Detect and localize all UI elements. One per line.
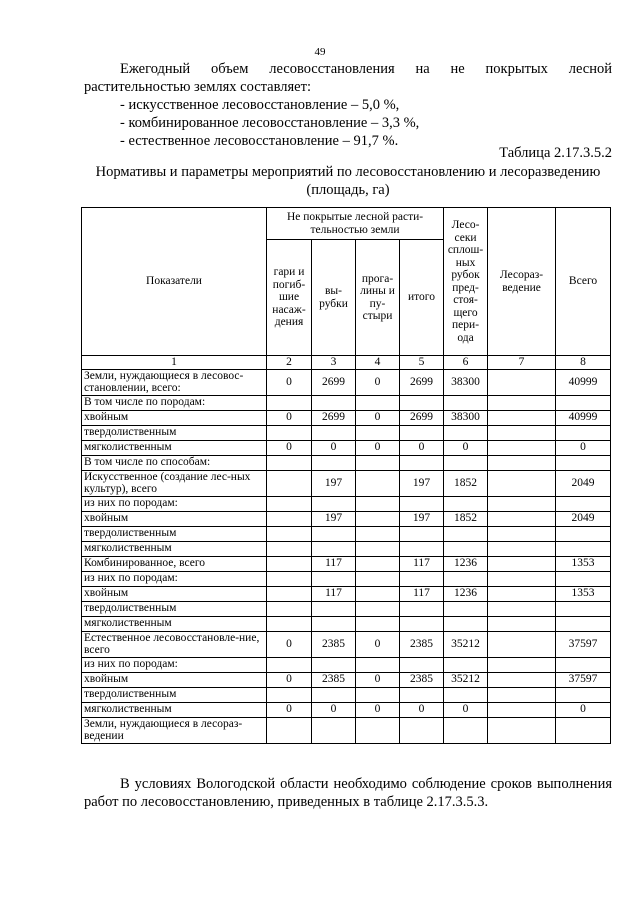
cell-col-4	[356, 717, 400, 743]
cell-col-7	[488, 511, 556, 526]
cell-col-6	[444, 657, 488, 672]
cell-col-3	[312, 601, 356, 616]
cell-col-8: 1353	[556, 586, 611, 601]
cell-col-5: 0	[400, 702, 444, 717]
header-cutover-areas: Лесо-секи сплош-ных рубок пред-стоя-щего пери-ода	[444, 208, 488, 356]
cell-col-4	[356, 425, 400, 440]
cell-col-3: 2699	[312, 369, 356, 395]
cell-col-7	[488, 470, 556, 496]
cell-col-3	[312, 395, 356, 410]
cell-col-6: 38300	[444, 369, 488, 395]
header-afforestation: Лесораз-ведение	[488, 208, 556, 356]
table-row	[82, 631, 611, 657]
page-number: 49	[314, 46, 326, 58]
cell-col-8	[556, 395, 611, 410]
cell-col-3	[312, 616, 356, 631]
cell-col-3	[312, 496, 356, 511]
table-row	[82, 526, 611, 541]
table-row	[82, 687, 611, 702]
row-label: твердолиственным	[82, 687, 267, 702]
header-group-uncovered-lands: Не покрытые лесной расти-тельностью земли	[267, 208, 444, 240]
cell-col-5: 2385	[400, 631, 444, 657]
cell-col-6	[444, 541, 488, 556]
row-label: из них по породам:	[82, 571, 267, 586]
header-total-all: Всего	[556, 208, 611, 356]
cell-col-2: 0	[267, 410, 312, 425]
cell-col-3: 2385	[312, 631, 356, 657]
column-number: 1	[82, 356, 267, 370]
cell-col-7	[488, 440, 556, 455]
cell-col-8: 37597	[556, 672, 611, 687]
cell-col-2	[267, 616, 312, 631]
cell-col-7	[488, 526, 556, 541]
table-number: Таблица 2.17.3.5.2	[499, 145, 612, 161]
cell-col-5	[400, 496, 444, 511]
cell-col-6	[444, 395, 488, 410]
norms-table	[81, 207, 611, 744]
cell-col-2	[267, 556, 312, 571]
cell-col-8: 0	[556, 702, 611, 717]
row-label: из них по породам:	[82, 657, 267, 672]
cell-col-7	[488, 616, 556, 631]
cell-col-8: 37597	[556, 631, 611, 657]
cell-col-5	[400, 455, 444, 470]
row-label: мягколиственным	[82, 702, 267, 717]
cell-col-8: 0	[556, 440, 611, 455]
row-label: Искусственное (создание лес-ных культур), всего	[82, 470, 267, 496]
table-row	[82, 672, 611, 687]
cell-col-3	[312, 687, 356, 702]
cell-col-4	[356, 657, 400, 672]
cell-col-4: 0	[356, 672, 400, 687]
cell-col-3: 117	[312, 556, 356, 571]
table-body	[82, 369, 611, 743]
closing-paragraph	[84, 775, 612, 811]
cell-col-8	[556, 616, 611, 631]
cell-col-4	[356, 541, 400, 556]
cell-col-8	[556, 601, 611, 616]
cell-col-8	[556, 541, 611, 556]
cell-col-4: 0	[356, 369, 400, 395]
cell-col-6: 1236	[444, 586, 488, 601]
column-number: 8	[556, 356, 611, 370]
table-row	[82, 616, 611, 631]
cell-col-8	[556, 455, 611, 470]
row-label: хвойным	[82, 586, 267, 601]
cell-col-3: 2385	[312, 672, 356, 687]
cell-col-2: 0	[267, 631, 312, 657]
cell-col-5	[400, 657, 444, 672]
closing-text	[84, 775, 612, 811]
cell-col-7	[488, 410, 556, 425]
header-cuttings: вы-рубки	[312, 240, 356, 356]
cell-col-5: 2385	[400, 672, 444, 687]
cell-col-2	[267, 455, 312, 470]
header-subtotal: итого	[400, 240, 444, 356]
row-label: Естественное лесовосстановле-ние, всего	[82, 631, 267, 657]
row-label: твердолиственным	[82, 601, 267, 616]
cell-col-7	[488, 717, 556, 743]
cell-col-5	[400, 425, 444, 440]
cell-col-5	[400, 717, 444, 743]
row-label: мягколиственным	[82, 541, 267, 556]
row-label: твердолиственным	[82, 425, 267, 440]
cell-col-6	[444, 616, 488, 631]
row-label: Комбинированное, всего	[82, 556, 267, 571]
cell-col-5	[400, 541, 444, 556]
cell-col-8: 40999	[556, 410, 611, 425]
table-row	[82, 369, 611, 395]
cell-col-8: 2049	[556, 511, 611, 526]
cell-col-6	[444, 496, 488, 511]
cell-col-6	[444, 571, 488, 586]
row-label: Земли, нуждающиеся в лесораз-ведении	[82, 717, 267, 743]
table-row	[82, 455, 611, 470]
cell-col-6	[444, 717, 488, 743]
cell-col-2	[267, 395, 312, 410]
cell-col-4	[356, 470, 400, 496]
cell-col-4: 0	[356, 702, 400, 717]
cell-col-7	[488, 687, 556, 702]
cell-col-5	[400, 571, 444, 586]
table-row	[82, 511, 611, 526]
cell-col-3: 2699	[312, 410, 356, 425]
cell-col-5	[400, 526, 444, 541]
cell-col-3	[312, 425, 356, 440]
cell-col-3	[312, 717, 356, 743]
table-row	[82, 425, 611, 440]
table-title-line-1: Нормативы и параметры мероприятий по лесовосстановлению и лесоразведению	[95, 164, 601, 180]
cell-col-4: 0	[356, 440, 400, 455]
cell-col-2	[267, 687, 312, 702]
cell-col-8	[556, 657, 611, 672]
cell-col-8: 1353	[556, 556, 611, 571]
cell-col-2	[267, 496, 312, 511]
cell-col-6: 1852	[444, 511, 488, 526]
cell-col-8	[556, 687, 611, 702]
row-label: хвойным	[82, 511, 267, 526]
row-label: мягколиственным	[82, 440, 267, 455]
table-row	[82, 410, 611, 425]
table-header	[82, 208, 611, 370]
cell-col-5	[400, 395, 444, 410]
cell-col-3: 0	[312, 702, 356, 717]
cell-col-7	[488, 541, 556, 556]
cell-col-6: 1236	[444, 556, 488, 571]
cell-col-7	[488, 425, 556, 440]
cell-col-5: 197	[400, 511, 444, 526]
cell-col-4	[356, 601, 400, 616]
cell-col-8: 2049	[556, 470, 611, 496]
table-row	[82, 571, 611, 586]
cell-col-3: 197	[312, 470, 356, 496]
cell-col-5: 117	[400, 586, 444, 601]
header-indicators: Показатели	[82, 208, 267, 356]
table-row	[82, 470, 611, 496]
row-label: хвойным	[82, 410, 267, 425]
cell-col-6	[444, 526, 488, 541]
intro-paragraph	[84, 60, 612, 150]
cell-col-4	[356, 395, 400, 410]
table-row	[82, 541, 611, 556]
row-label: Земли, нуждающиеся в лесовос-становлении, всего:	[82, 369, 267, 395]
intro-line-1: Ежегодный объем лесовосстановления на не покрытых лесной	[120, 61, 612, 77]
cell-col-4	[356, 511, 400, 526]
cell-col-6: 35212	[444, 672, 488, 687]
cell-col-3	[312, 541, 356, 556]
table-row	[82, 717, 611, 743]
cell-col-5: 117	[400, 556, 444, 571]
cell-col-4	[356, 571, 400, 586]
cell-col-2	[267, 657, 312, 672]
intro-list-item: - искусственное лесовосстановление – 5,0 %,	[120, 97, 400, 113]
column-number: 4	[356, 356, 400, 370]
cell-col-7	[488, 657, 556, 672]
cell-col-7	[488, 571, 556, 586]
cell-col-2	[267, 586, 312, 601]
cell-col-2	[267, 425, 312, 440]
cell-col-5	[400, 687, 444, 702]
cell-col-4: 0	[356, 631, 400, 657]
header-burns: гари и погиб-шие насаж-дения	[267, 240, 312, 356]
row-label: твердолиственным	[82, 526, 267, 541]
table-row	[82, 556, 611, 571]
intro-list	[84, 96, 612, 150]
cell-col-8	[556, 425, 611, 440]
cell-col-5	[400, 601, 444, 616]
cell-col-2: 0	[267, 672, 312, 687]
cell-col-5: 2699	[400, 410, 444, 425]
cell-col-4	[356, 496, 400, 511]
cell-col-8	[556, 571, 611, 586]
cell-col-2	[267, 571, 312, 586]
cell-col-6: 1852	[444, 470, 488, 496]
cell-col-7	[488, 631, 556, 657]
cell-col-8	[556, 526, 611, 541]
column-number: 5	[400, 356, 444, 370]
cell-col-6: 0	[444, 440, 488, 455]
cell-col-3	[312, 526, 356, 541]
column-number: 3	[312, 356, 356, 370]
cell-col-7	[488, 496, 556, 511]
closing-line-1: В условиях Вологодской области необходимо соблюдение сроков	[120, 776, 532, 792]
cell-col-6	[444, 687, 488, 702]
cell-col-2	[267, 601, 312, 616]
cell-col-4: 0	[356, 410, 400, 425]
cell-col-2	[267, 717, 312, 743]
cell-col-2: 0	[267, 440, 312, 455]
cell-col-3: 117	[312, 586, 356, 601]
cell-col-2: 0	[267, 369, 312, 395]
cell-col-7	[488, 369, 556, 395]
table-row	[82, 657, 611, 672]
cell-col-2	[267, 541, 312, 556]
cell-col-5	[400, 616, 444, 631]
table-row	[82, 440, 611, 455]
cell-col-3	[312, 455, 356, 470]
cell-col-4	[356, 586, 400, 601]
cell-col-6	[444, 455, 488, 470]
cell-col-4	[356, 687, 400, 702]
cell-col-8: 40999	[556, 369, 611, 395]
cell-col-7	[488, 672, 556, 687]
cell-col-7	[488, 395, 556, 410]
cell-col-7	[488, 556, 556, 571]
cell-col-2	[267, 470, 312, 496]
cell-col-2	[267, 511, 312, 526]
closing-line-2: выполнения работ по лесовосстановлению, приведенных в таблице 2.17.3.5.3.	[84, 776, 612, 810]
table-title	[84, 163, 612, 199]
intro-list-item: - естественное лесовосстановление – 91,7 %.	[120, 133, 399, 149]
column-numbers-row	[82, 356, 611, 370]
cell-col-5: 197	[400, 470, 444, 496]
row-label: В том числе по породам:	[82, 395, 267, 410]
column-number: 6	[444, 356, 488, 370]
cell-col-2	[267, 526, 312, 541]
cell-col-6: 0	[444, 702, 488, 717]
cell-col-8	[556, 496, 611, 511]
row-label: В том числе по способам:	[82, 455, 267, 470]
cell-col-6: 35212	[444, 631, 488, 657]
cell-col-2: 0	[267, 702, 312, 717]
cell-col-6: 38300	[444, 410, 488, 425]
cell-col-7	[488, 702, 556, 717]
table-row	[82, 702, 611, 717]
cell-col-4	[356, 526, 400, 541]
cell-col-4	[356, 616, 400, 631]
column-number: 2	[267, 356, 312, 370]
cell-col-7	[488, 601, 556, 616]
row-label: мягколиственным	[82, 616, 267, 631]
intro-line-2: растительностью землях составляет:	[84, 79, 311, 95]
cell-col-5: 2699	[400, 369, 444, 395]
table-row	[82, 496, 611, 511]
header-glades: прога-лины и пу-стыри	[356, 240, 400, 356]
cell-col-7	[488, 586, 556, 601]
table-row	[82, 601, 611, 616]
cell-col-4	[356, 455, 400, 470]
row-label: из них по породам:	[82, 496, 267, 511]
cell-col-3	[312, 571, 356, 586]
cell-col-4	[356, 556, 400, 571]
cell-col-3: 0	[312, 440, 356, 455]
cell-col-6	[444, 601, 488, 616]
cell-col-5: 0	[400, 440, 444, 455]
cell-col-7	[488, 455, 556, 470]
column-number: 7	[488, 356, 556, 370]
cell-col-8	[556, 717, 611, 743]
table-row	[82, 586, 611, 601]
row-label: хвойным	[82, 672, 267, 687]
cell-col-6	[444, 425, 488, 440]
cell-col-3	[312, 657, 356, 672]
table-row	[82, 395, 611, 410]
table-title-line-2: (площадь, га)	[306, 182, 390, 198]
cell-col-3: 197	[312, 511, 356, 526]
intro-list-item: - комбинированное лесовосстановление – 3,3 %,	[120, 115, 420, 131]
